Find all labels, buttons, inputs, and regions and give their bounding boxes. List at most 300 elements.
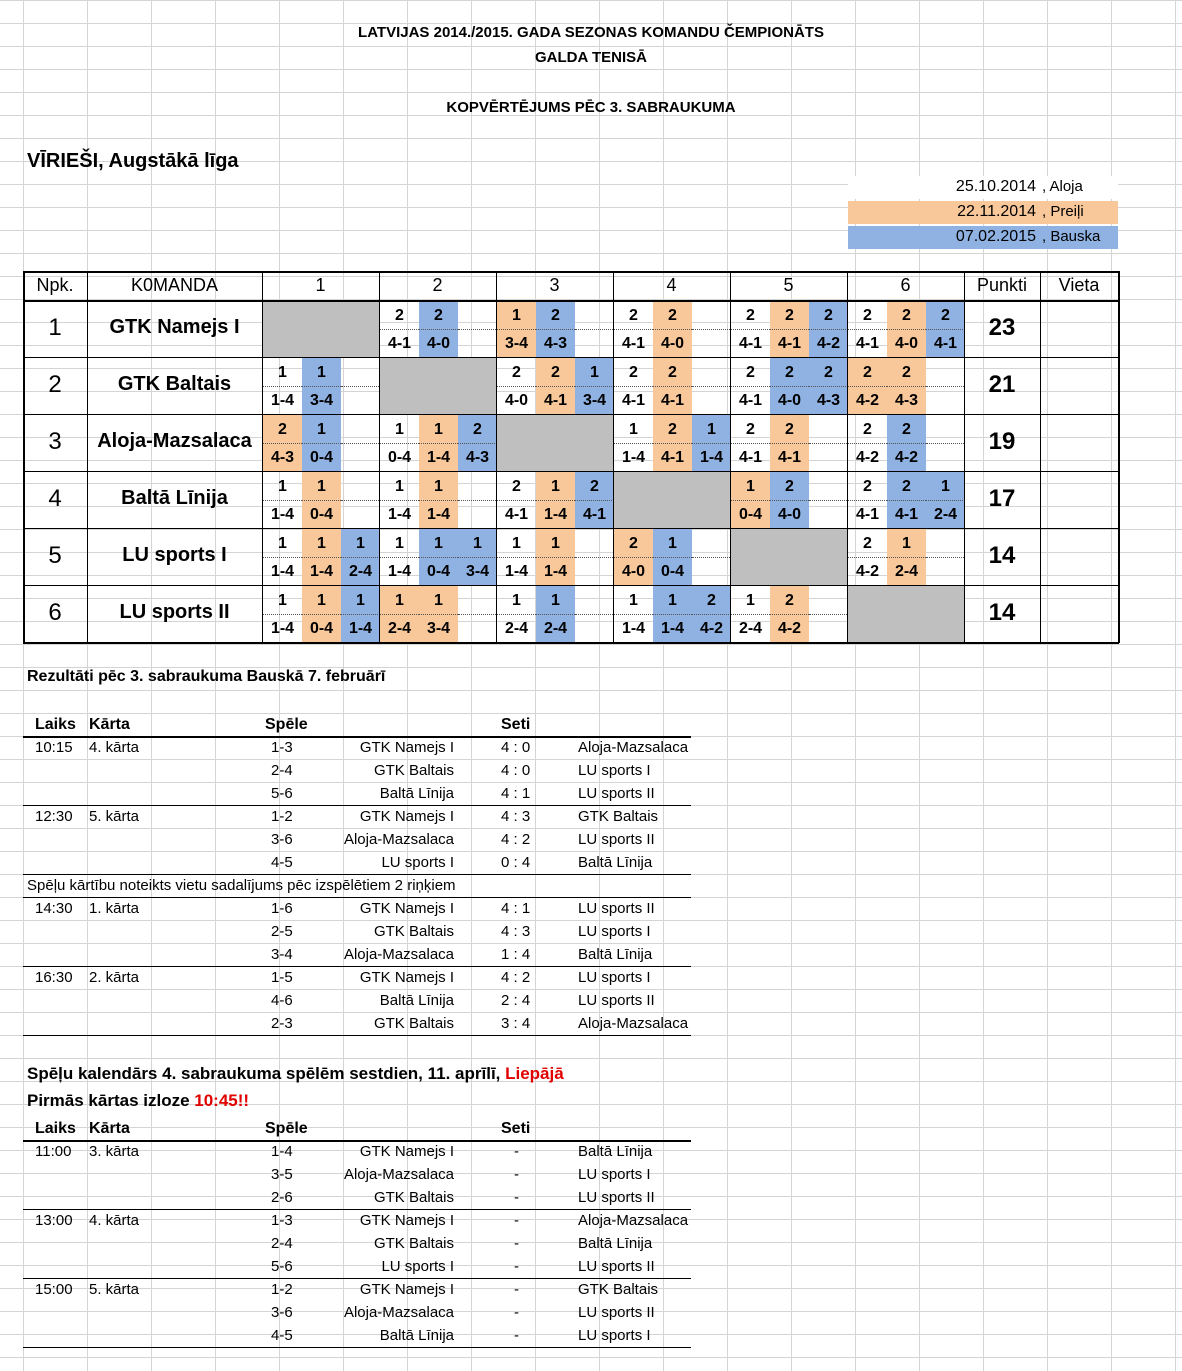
away-team: LU sports I [578, 1327, 651, 1344]
round-date: 25.10.2014 [955, 178, 1036, 195]
game-sets: 1 : 4 [501, 946, 531, 963]
game-pair: 1-2 [271, 808, 293, 825]
away-team: Aloja-Mazsalaca [578, 739, 689, 756]
empty-slot [926, 443, 964, 444]
schedule-row [23, 1012, 691, 1035]
row-number: 2 [48, 371, 62, 398]
match-score: 4-1 [848, 500, 887, 528]
match-points: 2 [887, 472, 926, 500]
match-points: 2 [512, 364, 521, 381]
match-points: 2 [848, 358, 887, 386]
game-pair: 1-5 [271, 969, 293, 986]
match-score: 1-4 [653, 614, 692, 642]
home-team: GTK Baltais [373, 1235, 454, 1252]
grid-hline [23, 528, 1119, 529]
match-score: 1-4 [497, 557, 536, 585]
match-points: 2 [512, 478, 521, 495]
match-score: 1-4 [419, 443, 458, 471]
match-points: 2 [863, 478, 872, 495]
match-score: 2-4 [497, 614, 536, 642]
game-sets: 4 : 1 [501, 785, 531, 802]
match-score: 1-4 [263, 386, 302, 414]
match-score: 4-1 [575, 500, 614, 528]
match-score: 4-2 [770, 614, 809, 642]
away-team: LU sports I [578, 762, 651, 779]
grid-vline [730, 271, 731, 643]
match-points: 2 [653, 301, 692, 329]
empty-slot [692, 557, 730, 558]
home-team: Baltā Līnija [379, 992, 454, 1009]
match-score: 1-4 [614, 443, 653, 471]
match-points: 1 [278, 592, 287, 609]
grid-hline [23, 271, 1119, 273]
calendar-heading [27, 1064, 564, 1084]
schedule-header [23, 713, 691, 736]
away-team: Baltā Līnija [578, 854, 653, 871]
calendar-heading-text: Spēļu kalendārs 4. sabraukuma spēlēm sestdien, 11. aprīlī, [27, 1064, 506, 1083]
schedule-row [23, 828, 691, 851]
match-points: 1 [302, 586, 341, 614]
away-team: GTK Baltais [578, 808, 659, 825]
match-score: 4-3 [263, 443, 302, 471]
match-points: 2 [770, 472, 809, 500]
game-round: 1. kārta [89, 900, 140, 917]
grey-self-cell [613, 471, 730, 528]
draw-time: 10:45!! [194, 1091, 250, 1110]
grid-hline [23, 585, 1119, 586]
schedule-row [23, 1163, 691, 1186]
match-score: 1-4 [692, 443, 731, 471]
game-sets: 3 : 4 [501, 1015, 531, 1032]
schedule-note-row [23, 874, 691, 897]
match-score: 3-4 [419, 614, 458, 642]
schedule-row [23, 1278, 691, 1301]
away-team: Aloja-Mazsalaca [578, 1212, 689, 1229]
match-points: 2 [770, 358, 809, 386]
row-number: 1 [48, 314, 62, 341]
schedule-row [23, 989, 691, 1012]
match-points: 2 [887, 415, 926, 443]
game-pair: 2-4 [271, 762, 293, 779]
game-sets: 4 : 2 [501, 831, 531, 848]
match-score: 3-4 [575, 386, 614, 414]
game-time: 11:00 [35, 1143, 72, 1160]
away-team: Baltā Līnija [578, 946, 653, 963]
empty-slot [809, 443, 847, 444]
game-time: 16:30 [35, 969, 73, 986]
home-team: GTK Baltais [373, 1015, 454, 1032]
schedule-row [23, 943, 691, 966]
match-points: 1 [512, 535, 521, 552]
empty-slot [458, 329, 496, 330]
game-sets: - [514, 1189, 519, 1206]
match-score: 4-1 [731, 329, 770, 357]
team-name: Aloja-Mazsalaca [97, 430, 252, 452]
game-pair: 1-3 [271, 1212, 293, 1229]
match-points: 1 [302, 358, 341, 386]
table-header: 2 [432, 275, 443, 295]
match-points: 1 [419, 586, 458, 614]
title-line-1: LATVIJAS 2014./2015. GADA SEZONAS KOMANDU ČEMPIONĀTS [358, 24, 824, 41]
col-time-label: Laiks [35, 716, 76, 733]
match-points: 1 [302, 415, 341, 443]
grid-vline [262, 271, 263, 643]
match-points: 2 [770, 415, 809, 443]
match-score: 2-4 [731, 614, 770, 642]
schedule-row [23, 736, 691, 759]
match-score: 2-4 [341, 557, 380, 585]
home-team: Aloja-Mazsalaca [343, 1166, 454, 1183]
home-team: LU sports I [381, 1258, 454, 1275]
game-pair: 2-3 [271, 1015, 293, 1032]
game-sets: - [514, 1258, 519, 1275]
round-date: 22.11.2014 [957, 203, 1036, 220]
match-score: 4-0 [887, 329, 926, 357]
match-score: 0-4 [419, 557, 458, 585]
game-sets: - [514, 1143, 519, 1160]
match-points: 1 [419, 529, 458, 557]
match-points: 2 [863, 421, 872, 438]
calendar-city: Liepājā [505, 1064, 564, 1083]
game-round: 2. kārta [89, 969, 140, 986]
game-pair: 3-6 [271, 1304, 293, 1321]
grid-vline [613, 271, 614, 643]
match-points: 1 [458, 529, 497, 557]
schedule-row [23, 805, 691, 828]
away-team: LU sports II [578, 785, 655, 802]
empty-slot [575, 329, 613, 330]
game-sets: 4 : 1 [501, 900, 531, 917]
empty-slot [692, 386, 730, 387]
game-sets: 2 : 4 [501, 992, 531, 1009]
game-pair: 1-2 [271, 1281, 293, 1298]
col-round-label: Kārta [89, 1120, 130, 1137]
away-team: LU sports II [578, 992, 655, 1009]
match-points: 2 [614, 529, 653, 557]
match-points: 2 [629, 364, 638, 381]
match-score: 3-4 [458, 557, 497, 585]
match-points: 1 [302, 529, 341, 557]
home-team: GTK Namejs I [359, 1281, 454, 1298]
game-round: 3. kārta [89, 1143, 140, 1160]
away-team: Aloja-Mazsalaca [578, 1015, 689, 1032]
empty-slot [341, 500, 379, 501]
match-score: 4-2 [848, 386, 887, 414]
team-points: 14 [988, 542, 1016, 569]
home-team: Aloja-Mazsalaca [343, 831, 454, 848]
row-number: 3 [48, 428, 62, 455]
table-header: 4 [666, 275, 677, 295]
grey-self-cell [847, 585, 964, 642]
home-team: Aloja-Mazsalaca [343, 1304, 454, 1321]
match-points: 2 [746, 421, 755, 438]
match-score: 0-4 [302, 443, 341, 471]
col-round-label: Kārta [89, 716, 130, 733]
col-sets-label: Seti [501, 1120, 531, 1137]
game-sets: - [514, 1166, 519, 1183]
grey-self-cell [730, 528, 847, 585]
match-points: 1 [887, 529, 926, 557]
home-team: GTK Namejs I [359, 739, 454, 756]
game-pair: 1-3 [271, 739, 293, 756]
schedule-row [23, 966, 691, 989]
match-points: 2 [536, 301, 575, 329]
game-pair: 2-5 [271, 923, 293, 940]
match-score: 4-0 [770, 500, 809, 528]
game-pair: 5-6 [271, 1258, 293, 1275]
away-team: Baltā Līnija [578, 1143, 653, 1160]
col-game-label: Spēle [265, 716, 308, 733]
match-points: 2 [770, 586, 809, 614]
home-team: Baltā Līnija [379, 785, 454, 802]
match-score: 4-1 [731, 386, 770, 414]
empty-slot [341, 386, 379, 387]
empty-slot [458, 500, 496, 501]
team-name: GTK Namejs I [109, 316, 240, 338]
home-team: LU sports I [381, 854, 454, 871]
match-score: 3-4 [497, 329, 536, 357]
match-score: 2-4 [380, 614, 419, 642]
schedule-row [23, 1301, 691, 1324]
empty-slot [575, 557, 613, 558]
match-score: 2-4 [536, 614, 575, 642]
match-score: 2-4 [887, 557, 926, 585]
away-team: LU sports II [578, 1189, 655, 1206]
match-score: 4-0 [419, 329, 458, 357]
group-divider [23, 1347, 691, 1348]
schedule-row [23, 1140, 691, 1163]
match-points: 2 [263, 415, 302, 443]
match-score: 1-4 [536, 500, 575, 528]
match-points: 2 [653, 415, 692, 443]
game-sets: 4 : 0 [501, 739, 531, 756]
match-points: 1 [746, 592, 755, 609]
match-points: 2 [809, 301, 848, 329]
away-team: GTK Baltais [578, 1281, 659, 1298]
schedule-note: Spēļu kārtību noteikts vietu sadalījums pēc izspēlētiem 2 riņķiem [27, 877, 456, 894]
game-sets: - [514, 1281, 519, 1298]
title-line-2: GALDA TENISĀ [535, 49, 647, 66]
match-score: 4-3 [887, 386, 926, 414]
match-points: 1 [497, 301, 536, 329]
round-place: , Bauska [1042, 228, 1101, 245]
match-score: 4-1 [770, 329, 809, 357]
schedule-row [23, 1232, 691, 1255]
results-table [23, 713, 691, 1038]
game-pair: 4-6 [271, 992, 293, 1009]
match-score: 1-4 [419, 500, 458, 528]
team-points: 19 [988, 428, 1016, 455]
match-points: 1 [278, 535, 287, 552]
match-score: 4-1 [731, 443, 770, 471]
match-score: 4-2 [848, 557, 887, 585]
grid-hline [23, 300, 1119, 302]
game-pair: 2-4 [271, 1235, 293, 1252]
home-team: GTK Namejs I [359, 1143, 454, 1160]
team-points: 21 [988, 371, 1016, 398]
match-points: 1 [653, 586, 692, 614]
match-score: 4-3 [536, 329, 575, 357]
match-points: 1 [419, 415, 458, 443]
home-team: Aloja-Mazsalaca [343, 946, 454, 963]
league-title: VĪRIEŠI, Augstākā līga [27, 150, 239, 172]
match-points: 2 [887, 301, 926, 329]
home-team: GTK Namejs I [359, 1212, 454, 1229]
game-pair: 3-5 [271, 1166, 293, 1183]
match-points: 1 [629, 592, 638, 609]
match-score: 1-4 [263, 500, 302, 528]
match-score: 1-4 [341, 614, 380, 642]
empty-slot [692, 329, 730, 330]
table-header: 6 [900, 275, 911, 295]
match-score: 4-0 [653, 329, 692, 357]
empty-slot [926, 557, 964, 558]
match-points: 2 [887, 358, 926, 386]
match-score: 4-1 [770, 443, 809, 471]
title-line-3: KOPVĒRTĒJUMS PĒC 3. SABRAUKUMA [446, 99, 736, 116]
match-points: 2 [536, 358, 575, 386]
match-score: 4-1 [536, 386, 575, 414]
match-score: 4-3 [458, 443, 497, 471]
col-time-label: Laiks [35, 1120, 76, 1137]
empty-slot [926, 386, 964, 387]
table-header: K0MANDA [130, 275, 219, 295]
match-points: 2 [395, 307, 404, 324]
match-points: 1 [302, 472, 341, 500]
match-points: 2 [746, 364, 755, 381]
round-date-row [848, 176, 1118, 199]
away-team: Baltā Līnija [578, 1235, 653, 1252]
match-score: 4-1 [614, 386, 653, 414]
game-sets: 4 : 3 [501, 923, 531, 940]
match-score: 3-4 [302, 386, 341, 414]
game-sets: 4 : 2 [501, 969, 531, 986]
group-divider [23, 1035, 691, 1036]
table-header: 1 [315, 275, 326, 295]
draw-note-text: Pirmās kārtas izloze [27, 1091, 195, 1110]
grid-hline [23, 471, 1119, 472]
game-round: 5. kārta [89, 1281, 140, 1298]
match-score: 4-1 [887, 500, 926, 528]
game-sets: - [514, 1235, 519, 1252]
match-score: 1-4 [263, 614, 302, 642]
schedule-row [23, 897, 691, 920]
match-points: 2 [746, 307, 755, 324]
schedule-header [23, 1117, 691, 1140]
game-time: 15:00 [35, 1281, 73, 1298]
match-score: 4-0 [770, 386, 809, 414]
table-header: Npk. [36, 275, 74, 295]
match-points: 1 [575, 358, 614, 386]
away-team: LU sports II [578, 1304, 655, 1321]
draw-note [27, 1091, 249, 1111]
grid-vline [379, 271, 380, 643]
match-score: 0-4 [653, 557, 692, 585]
game-pair: 4-5 [271, 854, 293, 871]
home-team: GTK Baltais [373, 762, 454, 779]
match-points: 2 [629, 307, 638, 324]
game-sets: - [514, 1327, 519, 1344]
empty-slot [809, 614, 847, 615]
match-score: 4-2 [692, 614, 731, 642]
home-team: GTK Namejs I [359, 969, 454, 986]
game-sets: 4 : 0 [501, 762, 531, 779]
match-points: 1 [926, 472, 965, 500]
match-score: 4-1 [497, 500, 536, 528]
game-sets: 0 : 4 [501, 854, 531, 871]
game-time: 10:15 [35, 739, 73, 756]
game-time: 14:30 [35, 900, 73, 917]
home-team: GTK Namejs I [359, 808, 454, 825]
match-score: 1-4 [536, 557, 575, 585]
match-score: 0-4 [302, 500, 341, 528]
match-points: 1 [512, 592, 521, 609]
match-points: 2 [653, 358, 692, 386]
empty-slot [575, 614, 613, 615]
round-date: 07.02.2015 [955, 228, 1036, 245]
match-score: 4-0 [497, 386, 536, 414]
match-score: 1-4 [302, 557, 341, 585]
grey-self-cell [262, 300, 379, 357]
schedule-row [23, 920, 691, 943]
match-score: 4-1 [848, 329, 887, 357]
results-heading: Rezultāti pēc 3. sabraukuma Bauskā 7. februārī [27, 668, 386, 685]
team-name: LU sports I [122, 544, 227, 566]
game-sets: 4 : 3 [501, 808, 531, 825]
match-points: 1 [380, 586, 419, 614]
match-score: 1-4 [263, 557, 302, 585]
standings-table [23, 271, 1118, 644]
game-sets: - [514, 1304, 519, 1321]
match-score: 1-4 [380, 557, 419, 585]
game-round: 4. kārta [89, 1212, 140, 1229]
match-points: 1 [395, 535, 404, 552]
team-name: LU sports II [119, 601, 230, 623]
match-points: 1 [731, 472, 770, 500]
schedule-row [23, 1255, 691, 1278]
grid-hline [23, 414, 1119, 415]
game-time: 13:00 [35, 1212, 73, 1229]
col-game-label: Spēle [265, 1120, 308, 1137]
match-points: 1 [536, 586, 575, 614]
match-score: 4-2 [887, 443, 926, 471]
match-score: 4-1 [380, 329, 419, 357]
team-name: GTK Baltais [117, 373, 232, 395]
row-number: 4 [48, 485, 62, 512]
match-points: 1 [536, 472, 575, 500]
grid-vline [1040, 271, 1041, 643]
match-score: 1-4 [380, 500, 419, 528]
table-header: 3 [549, 275, 560, 295]
match-score: 4-2 [809, 329, 848, 357]
match-points: 2 [809, 358, 848, 386]
match-score: 2-4 [926, 500, 965, 528]
match-score: 4-0 [614, 557, 653, 585]
match-score: 4-2 [848, 443, 887, 471]
game-pair: 3-6 [271, 831, 293, 848]
match-score: 1-4 [614, 614, 653, 642]
match-score: 4-1 [653, 443, 692, 471]
table-header: Punkti [976, 275, 1028, 295]
home-team: GTK Namejs I [359, 900, 454, 917]
game-pair: 4-5 [271, 1327, 293, 1344]
round-place: , Aloja [1042, 178, 1083, 195]
away-team: LU sports I [578, 969, 651, 986]
table-header: Vieta [1058, 275, 1100, 295]
schedule-row [23, 851, 691, 874]
round-date-row [848, 226, 1118, 249]
match-points: 1 [341, 586, 380, 614]
